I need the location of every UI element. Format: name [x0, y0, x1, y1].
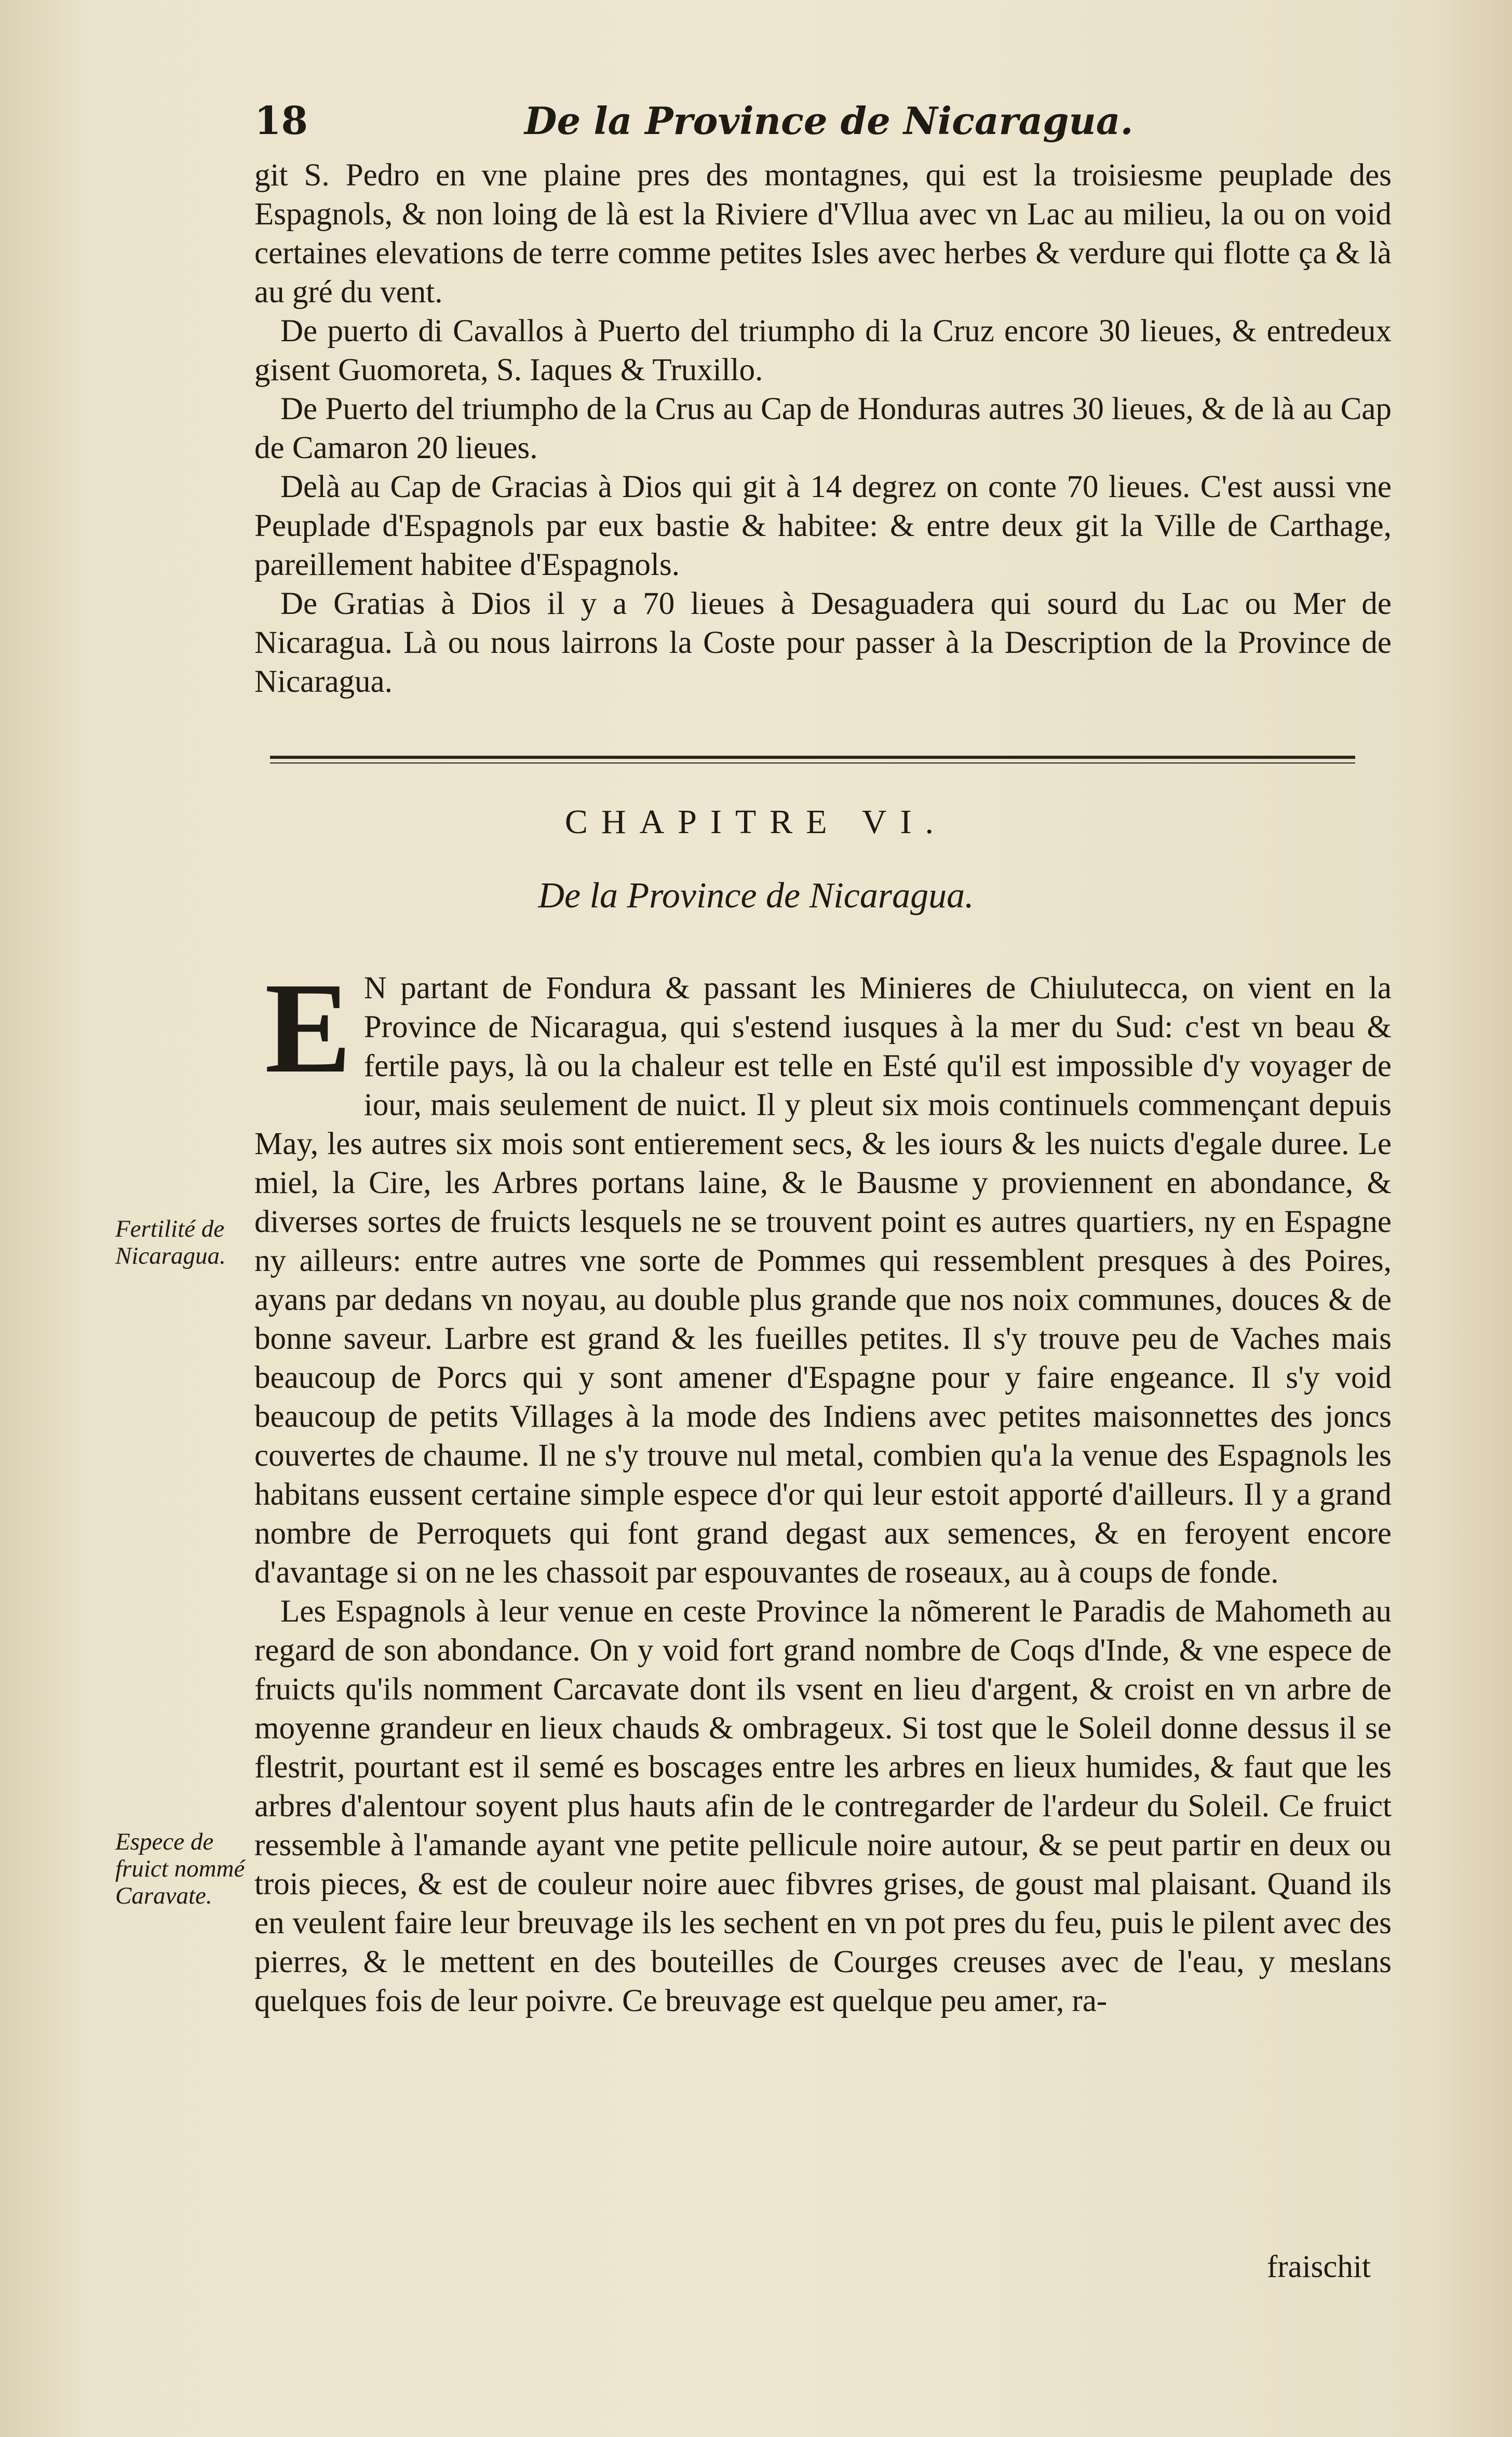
paragraph: De puerto di Cavallos à Puerto del triumpho di la Cruz encore 30 lieues, & entredeux gisent Guomoreta, S. Iaques & Truxillo.: [254, 314, 1392, 387]
margin-note: Espece de fruict nommé Caravate.: [115, 1828, 245, 1909]
chapter-title: CHAPITRE VI.: [564, 803, 948, 841]
top-text-block: [254, 156, 1392, 701]
main-text-block: [254, 956, 1392, 2020]
paragraph: De Puerto del triumpho de la Crus au Cap de Honduras autres 30 lieues, & de là au Cap de Camaron 20 lieues.: [254, 392, 1392, 465]
paragraph: [254, 956, 1392, 1592]
paragraph: git S. Pedro en vne plaine pres des montagnes, qui est la troisiesme peuplade des Espagnols, & non loing de là est la Riviere d'Vllua avec vn Lac au milieu, la ou on void certaines elevations de terre comme petites Isles avec herbes & verdure qui flotte ça & là au gré du vent.: [254, 158, 1392, 310]
page-number: 18: [254, 99, 308, 143]
paragraph: Delà au Cap de Gracias à Dios qui git à 14 degrez on conte 70 lieues. C'est aussi vne Peuplade d'Espagnols par eux bastie & habitee: & entre deux git la Ville de Carthage, pareillement habitee d'Espagnols.: [254, 470, 1392, 582]
chapter-subtitle: De la Province de Nicaragua.: [538, 876, 974, 916]
running-head: De la Province de Nicaragua.: [524, 99, 1133, 143]
paragraph: De Gratias à Dios il y a 70 lieues à Desaguadera qui sourd du Lac ou Mer de Nicaragua. Là ou nous lairrons la Coste pour passer à la Description de la Province de Nicaragua.: [254, 586, 1392, 699]
paragraph: Les Espagnols à leur venue en ceste Province la nõmerent le Paradis de Mahometh au regard de son abondance. On y void fort grand nombre de Coqs d'Inde, & vne espece de fruicts qu'ils nomment Carcavate dont ils vsent en lieu d'argent, & croist en vn arbre de moyenne grandeur en lieux chauds & ombrageux. Si tost que le Soleil donne dessus il se flestrit, pourtant est il semé es boscages entre les arbres en lieux humides, & faut que les arbres d'alentour soyent plus hauts afin de le contregarder de l'ardeur du Soleil. Ce fruict ressemble à l'amande ayant vne petite pellicule noire autour, & se peut partir en deux ou trois pieces, & est de couleur noire auec fibvres grises, de goust mal plaisant. Quand ils en veulent faire leur breuvage ils les sechent en vn pot pres du feu, puis le pilent avec des pierres, & le mettent en des bouteilles de Courges creuses avec de l'eau, y meslans quelques fois de leur poivre. Ce breuvage est quelque peu amer, ra-: [254, 1594, 1392, 2018]
catchword: fraischit: [1267, 2249, 1371, 2284]
paragraph-text: N partant de Fondura & passant les Minieres de Chiulutecca, on vient en la Province de Nicaragua, qui s'estend iusques à la mer du Sud: c'est vn beau & fertile pays, là ou la chaleur est telle en Esté qu'il est impossible d'y voyager de iour, mais seulement de nuict. Il y pleut six mois continuels commençant depuis May, les autres six mois sont entierement secs, & les iours & les nuicts d'egale duree. Le miel, la Cire, les Arbres portans laine, & le Bausme y proviennent en abondance, & diverses sortes de fruicts lesquels ne se trouvent point es autres quartiers, ny en Espagne ny ailleurs: entre autres vne sorte de Pommes qui ressemblent presques à des Poires, ayans par dedans vn noyau, au double plus grande que nos noix communes, douces & de bonne saveur. Larbre est grand & les fueilles petites. Il s'y trouve peu de Vaches mais beaucoup de Porcs qui y sont amener d'Espagne pour y faire engeance. Il s'y void beaucoup de petits Villages à la mode des Indiens avec petites maisonnettes des joncs couvertes de chaume. Il ne s'y trouve nul metal, combien qu'a la venue des Espagnols les habitans eussent certaine simple espece d'or qui leur estoit apporté d'ailleurs. Il y a grand nombre de Perroquets qui font grand degast aux semences, & en feroyent encore d'avantage si on ne les chassoit par espouvantes de roseaux, au à coups de fonde.: [254, 971, 1392, 1590]
section-divider-thin: [270, 762, 1355, 764]
margin-note: Fertilité de Nicaragua.: [115, 1215, 226, 1269]
page-header: [254, 99, 1392, 156]
section-divider: [270, 756, 1355, 759]
drop-cap: E: [265, 956, 352, 1100]
